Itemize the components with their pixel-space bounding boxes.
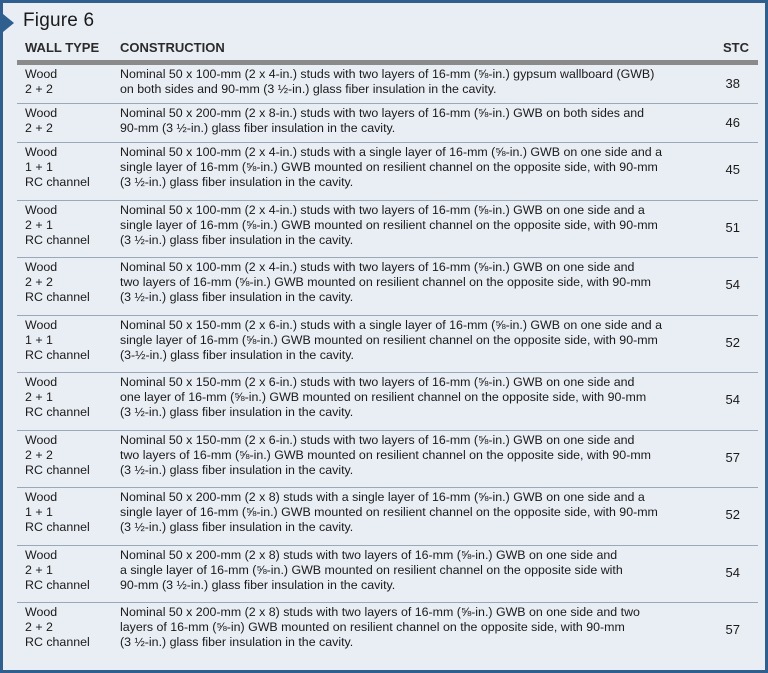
table-row <box>17 104 758 143</box>
stc-cell: 57 <box>725 449 740 465</box>
construction-cell: Nominal 50 x 200-mm (2 x 8) studs with a single layer of 16-mm (⅝-in.) GWB on one side and a single layer of 16-mm (⅝-in.) GWB mounted on resilient channel on the opposite side, with 90-mm (3 ½-in.) glass fiber insulation in the cavity. <box>120 490 658 535</box>
stc-cell: 57 <box>725 622 740 637</box>
stc-cell: 54 <box>725 392 740 407</box>
wall-type-cell: Wood 2 + 1 RC channel <box>25 547 90 592</box>
construction-cell: Nominal 50 x 200-mm (2 x 8-in.) studs with two layers of 16-mm (⅝-in.) GWB on both sides and 90-mm (3 ½-in.) glass fiber insulation in the cavity. <box>120 106 645 136</box>
stc-cell: 54 <box>725 564 740 580</box>
wall-type-cell: Wood 1 + 1 RC channel <box>25 490 90 535</box>
wall-type-cell: Wood 2 + 2 RC channel <box>25 432 90 477</box>
wall-type-cell: Wood 2 + 2 <box>25 106 58 136</box>
stc-cell: 45 <box>725 162 740 177</box>
construction-cell: Nominal 50 x 200-mm (2 x 8) studs with two layers of 16-mm (⅝-in.) GWB on one side and a single layer of 16-mm (⅝-in.) GWB mounted on resilient channel on the opposite side with 90-mm (3 ½-in.) glass fiber insulation in the cavity. <box>120 547 623 592</box>
header-stc: STC <box>723 40 749 55</box>
table-row <box>17 201 758 259</box>
stc-cell: 52 <box>725 507 740 522</box>
table-row <box>17 143 758 201</box>
stc-cell: 54 <box>725 277 740 292</box>
table-row <box>17 546 758 604</box>
table-row <box>17 65 758 104</box>
figure-title: Figure 6 <box>23 10 95 31</box>
table-body <box>17 65 758 661</box>
table-row <box>17 431 758 489</box>
table-row <box>17 603 758 661</box>
construction-cell: Nominal 50 x 150-mm (2 x 6-in.) studs with a single layer of 16-mm (⅝-in.) GWB on one side and a single layer of 16-mm (⅝-in.) GWB mounted on resilient channel on the opposite side, with 90-mm (3-½-in.) glass fiber insulation in the cavity. <box>120 317 662 362</box>
construction-cell: Nominal 50 x 100-mm (2 x 4-in.) studs with two layers of 16-mm (⅝-in.) GWB on one side and a single layer of 16-mm (⅝-in.) GWB mounted on resilient channel on the opposite side, with 90-mm (3 ½-in.) glass fiber insulation in the cavity. <box>120 202 658 247</box>
table-header <box>17 38 751 58</box>
wall-type-cell: Wood 2 + 2 RC channel <box>25 260 90 305</box>
stc-cell: 38 <box>725 76 740 91</box>
table-row <box>17 488 758 546</box>
construction-cell: Nominal 50 x 100-mm (2 x 4-in.) studs with a single layer of 16-mm (⅝-in.) GWB on one side and a single layer of 16-mm (⅝-in.) GWB mounted on resilient channel on the opposite side, with 90-mm (3 ½-in.) glass fiber insulation in the cavity. <box>120 145 662 190</box>
construction-cell: Nominal 50 x 150-mm (2 x 6-in.) studs with two layers of 16-mm (⅝-in.) GWB on one side and one layer of 16-mm (⅝-in.) GWB mounted on resilient channel on the opposite side, with 90-mm (3 ½-in.) glass fiber insulation in the cavity. <box>120 375 647 420</box>
construction-cell: Nominal 50 x 100-mm (2 x 4-in.) studs with two layers of 16-mm (⅝-in.) GWB on one side and two layers of 16-mm (⅝-in.) GWB mounted on resilient channel on the opposite side, with 90-mm (3 ½-in.) glass fiber insulation in the cavity. <box>120 260 651 305</box>
stc-cell: 51 <box>725 219 740 235</box>
wall-type-cell: Wood 2 + 2 RC channel <box>25 605 90 650</box>
wall-type-cell: Wood 2 + 2 <box>25 67 58 97</box>
stc-cell: 46 <box>725 115 740 130</box>
wall-type-cell: Wood 2 + 1 RC channel <box>25 202 90 247</box>
construction-cell: Nominal 50 x 200-mm (2 x 8) studs with two layers of 16-mm (⅝-in.) GWB on one side and two layers of 16-mm (⅝-in) GWB mounted on resilient channel on the opposite side, with 90-mm (3 ½-in.) glass fiber insulation in the cavity. <box>120 605 640 650</box>
header-construction: CONSTRUCTION <box>120 40 225 55</box>
wall-type-cell: Wood 1 + 1 RC channel <box>25 317 90 362</box>
construction-cell: Nominal 50 x 100-mm (2 x 4-in.) studs with two layers of 16-mm (⅝-in.) gypsum wallboard (GWB) on both sides and 90-mm (3 ½-in.) glass fiber insulation in the cavity. <box>120 67 655 97</box>
table-row <box>17 316 758 374</box>
table-row <box>17 373 758 431</box>
wall-type-cell: Wood 1 + 1 RC channel <box>25 145 90 190</box>
arrow-marker-icon <box>3 14 14 32</box>
construction-cell: Nominal 50 x 150-mm (2 x 6-in.) studs with two layers of 16-mm (⅝-in.) GWB on one side and two layers of 16-mm (⅝-in.) GWB mounted on resilient channel on the opposite side, with 90-mm (3 ½-in.) glass fiber insulation in the cavity. <box>120 432 651 477</box>
table-row <box>17 258 758 316</box>
stc-cell: 52 <box>725 334 740 350</box>
wall-type-cell: Wood 2 + 1 RC channel <box>25 375 90 420</box>
header-wall-type: WALL TYPE <box>25 40 100 55</box>
